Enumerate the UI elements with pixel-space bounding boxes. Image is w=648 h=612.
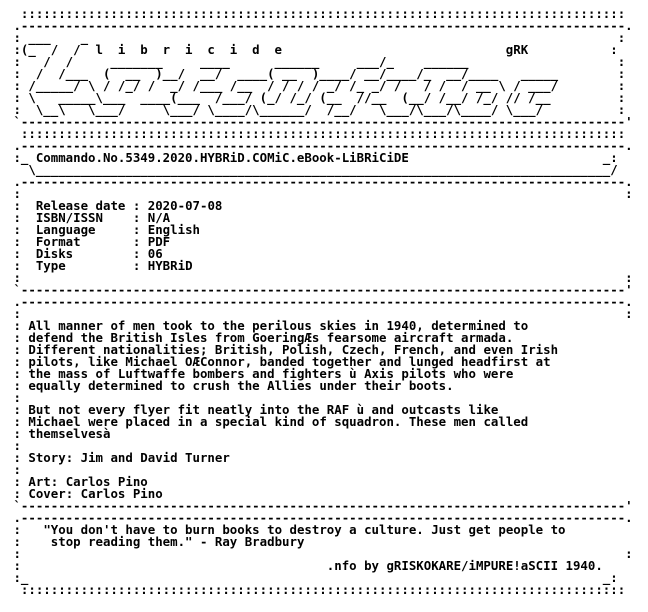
info-row: : Type : HYBRiD (6, 258, 193, 273)
quote-box-top: .---------------------------------------------------------------------------------. (6, 510, 633, 525)
info-spacer: : : (6, 270, 641, 285)
logo-frame-bottom: `---------------------------------------------------------------------------------' (6, 114, 641, 129)
info-row: : Language : English (6, 222, 200, 237)
description-line: : All manner of men took to the perilous skies in 1940, determined to (6, 318, 529, 333)
nfo-text (6, 8, 640, 596)
bottom-border: ::::::::::::::::::::::::::::::::::::::::::::::::::::::::::::::::::::::::::::::::: (6, 582, 626, 597)
description-line: : (6, 438, 29, 453)
description-line: : the mass of Luftwaffe bombers and fighters ù Axis pilots who were (6, 366, 514, 381)
info-value: 2020-07-08 (147, 198, 223, 213)
nfo-credit: : .nfo by gRISKOKARE/iMPURE!aSCII 1940. (6, 558, 603, 573)
info-value: N/A (147, 210, 171, 225)
info-label: Format (35, 234, 126, 249)
description-line: : themselvesà (6, 426, 111, 441)
info-label: Release date (35, 198, 126, 213)
info-label: Disks (35, 246, 126, 261)
release-box-top: .---------------------------------------------------------------------------------. (6, 138, 633, 153)
info-label: Type (35, 258, 126, 273)
info-spacer: : : (6, 186, 641, 201)
top-border: ::::::::::::::::::::::::::::::::::::::::::::::::::::::::::::::::::::::::::::::::: (6, 6, 626, 21)
story-credit: : Story: Jim and David Turner (6, 450, 230, 465)
info-row: : Format : PDF (6, 234, 171, 249)
info-row: : ISBN/ISSN : N/A (6, 210, 171, 225)
info-value: English (147, 222, 200, 237)
logo-art-line: : \ _____\___ ____(___ /___/ (_/ /_/ (__ //__ (__/ /__/ /_/ // /__ : (6, 90, 633, 105)
description-line: : (6, 462, 29, 477)
description-line: : Different nationalities; British, Polish, Czech, French, and even Irish (6, 342, 559, 357)
description-line: : But not every flyer fit neatly into the RAF ù and outcasts like (6, 402, 499, 417)
info-value: HYBRiD (147, 258, 193, 273)
release-box-bottom: \_____________________________________________________________________________/ (6, 162, 626, 177)
info-value: 06 (147, 246, 163, 261)
description-line: : equally determined to crush the Allies under their boots. (6, 378, 454, 393)
logo-art-line: :(_ / / l i b r i c i d e gRK : (6, 42, 626, 57)
logo-art-line: : / / _______ ____ ______ ___/_ ______ : (6, 54, 633, 69)
divider: ::::::::::::::::::::::::::::::::::::::::::::::::::::::::::::::::::::::::::::::::: (6, 126, 626, 141)
quote-box-bottom: :_ _: (6, 570, 626, 585)
quote-line: : "You don't have to burn books to destroy a culture. Just get people to (6, 522, 566, 537)
quote-line: : stop reading them." - Ray Bradbury (6, 534, 305, 549)
info-box-bottom: `---------------------------------------------------------------------------------' (6, 282, 641, 297)
desc-spacer: : : (6, 306, 641, 321)
logo-art-line: : /_____/ \ / /_/ / _/ /___ /__ / / / / _/ /_ _/ / / / / __ \ / ___/ : (6, 78, 633, 93)
logo-art-line: : ___ _ : (6, 30, 633, 45)
logo-frame-top: .---------------------------------------------------------------------------------. (6, 18, 633, 33)
info-label: Language (35, 222, 126, 237)
description-line: : pilots, like Michael OÆConnor, banded together and lunged headfirst at (6, 354, 551, 369)
info-row: : Disks : 06 (6, 246, 163, 261)
logo-art-line: : \__\ \___/ \___/ \____/\______/ /__/ \___/\___/\____/ \___/ : (6, 102, 633, 117)
desc-box-bottom: `---------------------------------------------------------------------------------' (6, 498, 641, 513)
art-credit: : Art: Carlos Pino (6, 474, 148, 489)
description-line: : (6, 390, 29, 405)
description-line: : Michael were placed in a special kind of squadron. These men called (6, 414, 529, 429)
logo-art-line: : / /___ ( __ )__/ __/ ____( __ )____/ __/____/_ __/____ _____ : (6, 66, 633, 81)
info-box-top: .---------------------------------------------------------------------------------. (6, 174, 633, 189)
release-name: :_ Commando.No.5349.2020.HYBRiD.COMiC.eBook-LiBRiCiDE _: (6, 150, 626, 165)
description-line: : defend the British Isles from GoeringÆs fearsome aircraft armada. (6, 330, 514, 345)
desc-box-top: .---------------------------------------------------------------------------------. (6, 294, 633, 309)
info-value: PDF (147, 234, 171, 249)
info-row: : Release date : 2020-07-08 (6, 198, 223, 213)
info-label: ISBN/ISSN (35, 210, 126, 225)
cover-credit: : Cover: Carlos Pino (6, 486, 163, 501)
quote-spacer: : : (6, 546, 641, 561)
